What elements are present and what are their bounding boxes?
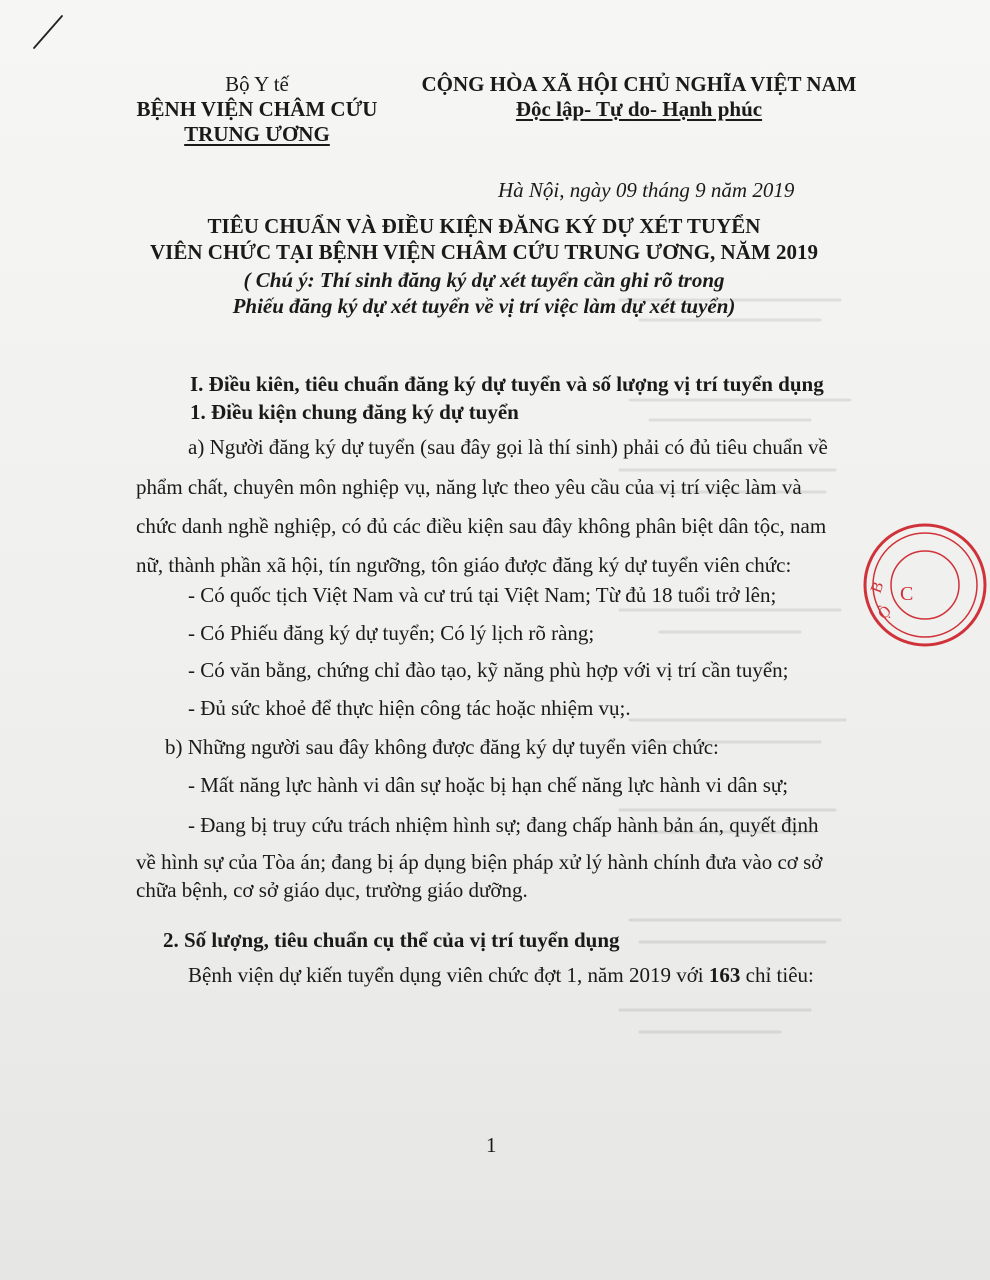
- ministry-name: Bộ Y tế: [225, 72, 289, 96]
- para-a-line2: phẩm chất, chuyên môn nghiệp vụ, năng lực theo yêu cầu của vị trí việc làm và: [136, 475, 802, 499]
- bullet-nationality: - Có quốc tịch Việt Nam và cư trú tại Việt Nam; Từ đủ 18 tuổi trở lên;: [188, 583, 777, 607]
- section2-heading: 2. Số lượng, tiêu chuẩn cụ thể của vị trí tuyển dụng: [163, 928, 620, 952]
- national-motto: Độc lập- Tự do- Hạnh phúc: [515, 97, 763, 121]
- country-name: CỘNG HÒA XÃ HỘI CHỦ NGHĨA VIỆT NAM: [421, 72, 857, 96]
- bullet-civil-capacity: - Mất năng lực hành vi dân sự hoặc bị hạn chế năng lực hành vi dân sự;: [188, 773, 789, 797]
- para-a-line1: a) Người đăng ký dự tuyển (sau đây gọi là thí sinh) phải có đủ tiêu chuẩn về: [188, 435, 828, 459]
- quota-number: 163: [708, 963, 741, 987]
- document-title-line1: TIÊU CHUẨN VÀ ĐIỀU KIỆN ĐĂNG KÝ DỰ XÉT TUYỂN: [207, 214, 761, 238]
- document-title-line2: VIÊN CHỨC TẠI BỆNH VIỆN CHÂM CỨU TRUNG ƯƠNG, NĂM 2019: [150, 240, 818, 264]
- bullet-qualifications: - Có văn bằng, chứng chỉ đào tạo, kỹ năng phù hợp với vị trí cần tuyển;: [188, 658, 789, 682]
- date-line: Hà Nội, ngày 09 tháng 9 năm 2019: [498, 178, 795, 202]
- page-number: 1: [486, 1133, 497, 1157]
- para-b: b) Những người sau đây không được đăng ký dự tuyển viên chức:: [165, 735, 719, 759]
- issuer-block: [112, 72, 402, 147]
- hospital-name-line1: BỆNH VIỆN CHÂM CỨU: [136, 97, 378, 121]
- pen-mark: [28, 12, 68, 52]
- para-a-line3: chức danh nghề nghiệp, có đủ các điều kiện sau đây không phân biệt dân tộc, nam: [136, 514, 827, 538]
- svg-text:Ộ: Ộ: [874, 602, 896, 623]
- bullet-health: - Đủ sức khoẻ để thực hiện công tác hoặc nhiệm vụ;.: [188, 696, 631, 720]
- bullet-criminal-line2: về hình sự của Tòa án; đang bị áp dụng biện pháp xử lý hành chính đưa vào cơ sở: [136, 850, 823, 874]
- para-a-line4: nữ, thành phần xã hội, tín ngưỡng, tôn giáo được đăng ký dự tuyển viên chức:: [136, 553, 792, 577]
- subsection1-heading: 1. Điều kiện chung đăng ký dự tuyển: [190, 400, 519, 424]
- section1-heading: I. Điều kiên, tiêu chuẩn đăng ký dự tuyển và số lượng vị trí tuyển dụng: [190, 372, 824, 396]
- svg-text:C: C: [900, 583, 914, 605]
- quota-line: [188, 963, 814, 988]
- svg-text:B: B: [867, 579, 888, 596]
- note-line2: Phiếu đăng ký dự xét tuyển về vị trí việc làm dự xét tuyển): [232, 294, 736, 318]
- quota-text-after: chỉ tiêu:: [740, 963, 814, 987]
- bullet-registration-form: - Có Phiếu đăng ký dự tuyển; Có lý lịch rõ ràng;: [188, 621, 595, 645]
- red-seal-icon: [860, 520, 914, 650]
- hospital-name-line2: TRUNG ƯƠNG: [184, 122, 330, 146]
- national-header: [408, 72, 870, 122]
- bullet-criminal-line1: - Đang bị truy cứu trách nhiệm hình sự; đang chấp hành bản án, quyết định: [188, 813, 819, 837]
- bullet-criminal-line3: chữa bệnh, cơ sở giáo dục, trường giáo dưỡng.: [136, 878, 528, 902]
- note-line1: ( Chú ý: Thí sinh đăng ký dự xét tuyển cần ghi rõ trong: [243, 268, 725, 292]
- quota-text-before: Bệnh viện dự kiến tuyển dụng viên chức đợt 1, năm 2019 với: [188, 963, 709, 987]
